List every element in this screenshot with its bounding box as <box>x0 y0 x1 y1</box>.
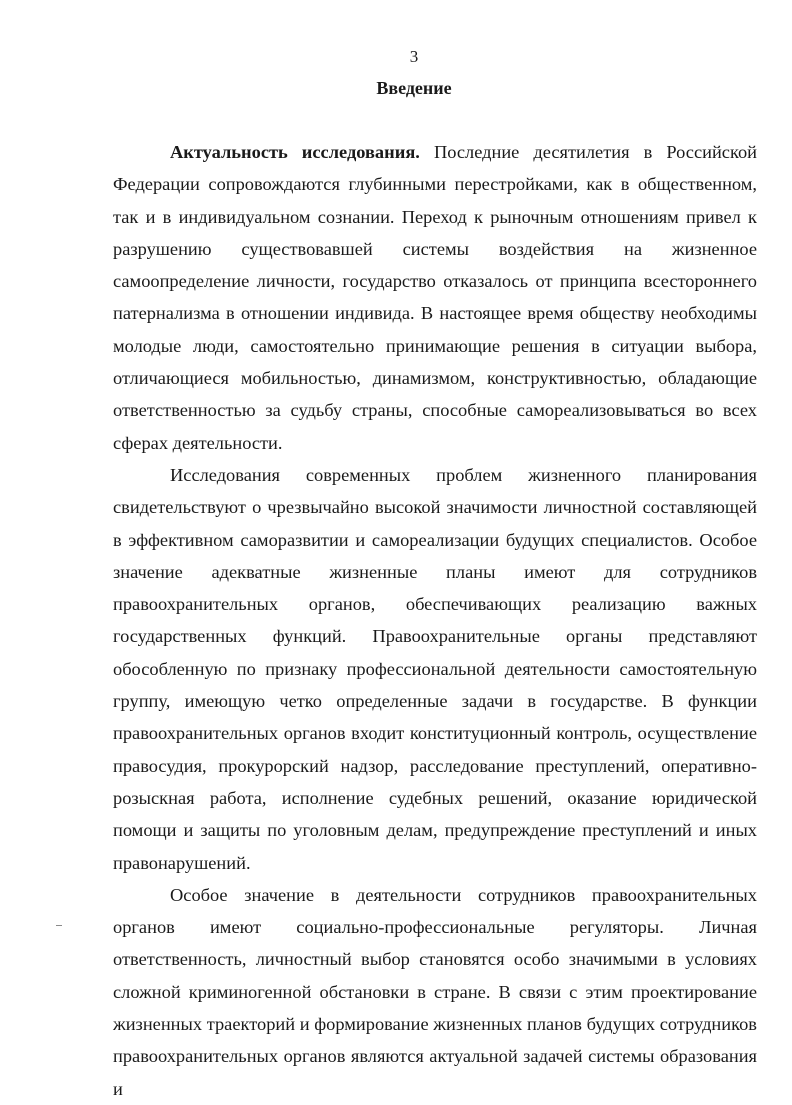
paragraph-text: Последние десятилетия в Российской Федерации сопровождаются глубинными перестройками, как в общественном, так и в индивидуальном сознании. Переход к рыночным отношениям привел к разрушению существовавшей системы воздействия на жизненное самоопределение личности, государство отказалось от принципа всестороннего патернализма в отношении индивида. В настоящее время обществу необходимы молодые люди, самостоятельно принимающие решения в ситуации выбора, отличающиеся мобильностью, динамизмом, конструктивностью, обладающие ответственностью за судьбу страны, способные самореализовываться во всех сферах деятельности. <box>113 142 757 453</box>
body-text <box>113 136 757 1105</box>
paragraph-research: Исследования современных проблем жизненного планирования свидетельствуют о чрезвычайно высокой значимости личностной составляющей в эффективном саморазвитии и самореализации будущих специалистов. Особое значение адекватные жизненные планы имеют для сотрудников правоохранительных органов, обеспечивающих реализацию важных государственных функций. Правоохранительные органы представляют обособленную по признаку профессиональной деятельности самостоятельную группу, имеющую четко определенные задачи в государстве. В функции правоохранительных органов входит конституционный контроль, осуществление правосудия, прокурорский надзор, расследование преступлений, оперативно-розыскная работа, исполнение судебных решений, оказание юридической помощи и защиты по уголовным делам, предупреждение преступлений и иных правонарушений. <box>113 464 757 873</box>
section-heading: Введение <box>376 78 452 98</box>
scan-margin-mark <box>56 925 62 926</box>
page-number: 3 <box>409 47 419 66</box>
paragraph-lead: Актуальность исследования. <box>170 142 420 162</box>
paragraph-regulators: Особое значение в деятельности сотрудников правоохранительных органов имеют социально-профессиональные регуляторы. Личная ответственность, личностный выбор становятся особо значимыми в условиях сложной криминогенной обстановки в стране. В связи с этим проектирование жизненных траекторий и формирование жизненных планов будущих сотрудников правоохранительных органов являются актуальной задачей системы образования и <box>113 884 757 1099</box>
paragraph-relevance <box>113 136 757 459</box>
